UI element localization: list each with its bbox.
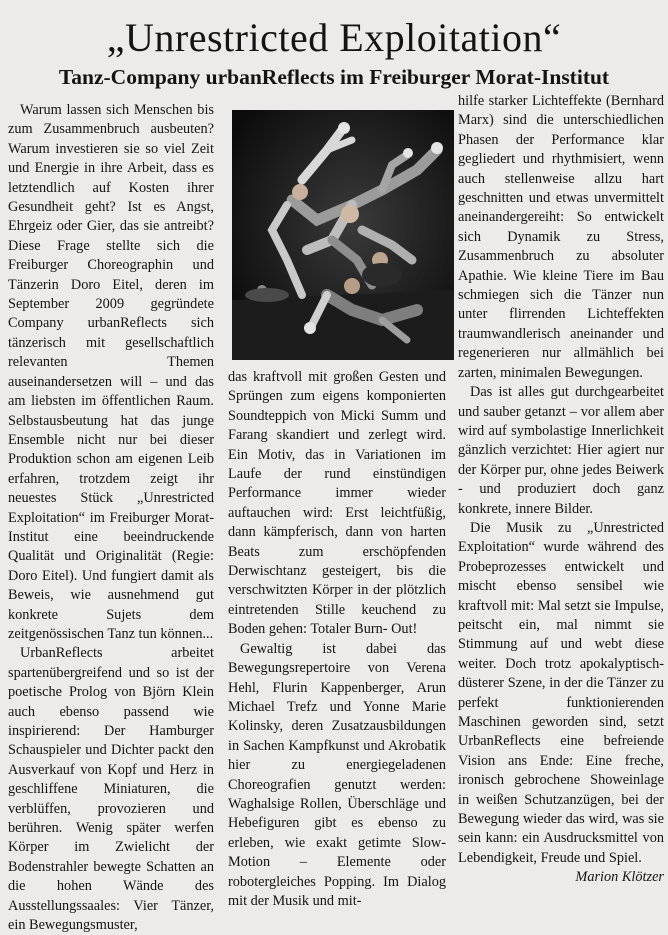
article-column-2 (228, 368, 446, 911)
paragraph: UrbanReflects arbeitet spartenübergreifend und so ist der poetische Prolog von Björn Klein auch ebenso passend wie inspirierend: Der Hamburger Schauspieler und Dichter packt den Ausverkauf von Kopf und Herz in geschliffene Miniaturen, die verblüffen, provozieren und berühren. Wenig später werfen Körper im Zwielicht der Bodenstrahler bewegte Schatten an die hohen Wände des Ausstellungssaales: Vier Tänzer, ein Bewegungsmuster, (8, 645, 214, 934)
article-column-1 (8, 101, 214, 935)
subheadline: Tanz-Company urbanReflects im Freiburger Morat-Institut (58, 65, 610, 89)
paragraph (458, 519, 664, 886)
article-column-3 (458, 92, 664, 888)
paragraph: Warum lassen sich Menschen bis zum Zusammenbruch ausbeuten? Warum investieren sie so viel Zeit und Energie in ihre Arbeit, dass es letztendlich auf Kosten ihrer Gesundheit geht? Ist es Angst, Ehrgeiz oder Gier, das sie antreibt? Diese Frage stellte sich die Freiburger Choreographin und Tänzerin Doro Eitel, deren im September 2009 gegründete Company urbanReflects sich tänzerisch mit gesellschaftlich relevanten Themen auseinandersetzen will – und das am liebsten im öffentlichen Raum. Selbstausbeutung hat das junge Ensemble nicht nur bei dieser Produktion schon am eigenen Leib erfahren, trotzdem zeigt ihr neuestes Stück „Unrestricted Exploitation“ im Freiburger Morat- Institut eine beeindruckende Qualität und Originalität (Regie: Doro Eitel). Und fungiert damit als Beweis, wie ausnehmend gut konkrete Sujets dem zeitgenössischen Tanz tun können... (8, 102, 214, 642)
paragraph: hilfe starker Lichteffekte (Bernhard Marx) sind die unterschiedlichen Phasen der Performance klar gegliedert und rhythmisiert, wenn auch stellenweise allzu hart geschnitten und etwas unvermittelt aneinandergereiht: So entwickelt sich Dynamik zu Stress, Zusammenbruch zu absoluter Apathie. Wie kleine Tiere im Bau schmiegen sich die Tänzer nun unter flirrenden Lichteffekten traumwandlerisch aneinander und regenerieren nur allmählich bei zarten, minimalen Bewegungen. (458, 93, 664, 381)
headline: „Unrestricted Exploitation“ (106, 15, 562, 60)
paragraph: Das ist alles gut durchgearbeitet und sauber getanzt – vor allem aber wird auf symbolastige Innerlichkeit gänzlich verzichtet: Hier agiert nur der Körper pur, ohne jedes Beiwerk - und produziert doch ganz konkrete, innere Bilder. (458, 384, 664, 517)
paragraph-text: Die Musik zu „Unrestricted Exploitation“ wurde während des Probeprozesses entwickelt und mischt ebenso sensibel wie kraftvoll mit: Mal setzt sie Impulse, peitscht ein, mal nimmt sie Stimmung auf und webt diese weiter. Doch trotz apokalyptisch-düsterer Szene, in der die Tänzer zu perfekt funktionierenden Maschinen geworden sind, setzt UrbanReflects eine befreiende Vision ans Ende: Eine freche, ironisch gebrochene Showeinlage in weißen Schutzanzügen, bei der Bewegung wieder das wird, was sie sein kann: ein Ausdrucksmittel von Lebendigkeit, Freude und Spiel. (458, 519, 664, 866)
paragraph: das kraftvoll mit großen Gesten und Sprüngen zum eigens komponierten Soundteppich von Micki Summ und Farang skandiert und zerlegt wird. Ein Motiv, das in Variationen im Laufe der rund einstündigen Performance immer wieder auftauchen wird: Erst leichtfüßig, dann kämpferisch, dann von harten Beats zum erschöpfenden Derwischtanz gesteigert, bis die verschwitzten Körper in der plötzlich eintretenden Stille keuchend zu Boden gehen: Totaler Burn- Out! (228, 369, 446, 638)
dance-photo (232, 110, 454, 360)
author-byline: Marion Klötzer (575, 869, 664, 886)
paragraph: Gewaltig ist dabei das Bewegungsrepertoire von Verena Hehl, Flurin Kappenberger, Arun Michael Trefz und Yonne Marie Kolinsky, deren Zusatzausbildungen in Sachen Kampfkunst und Akrobatik hier zu energiegeladenen Choreografien genutzt werden: Waghalsige Rollen, Überschläge und Hebefiguren gibt es ebenso zu erleben, wie exakt getimte Slow- Motion – Elemente oder robotergleiches Popping. Im Dialog mit der Musik und mit- (228, 640, 446, 909)
